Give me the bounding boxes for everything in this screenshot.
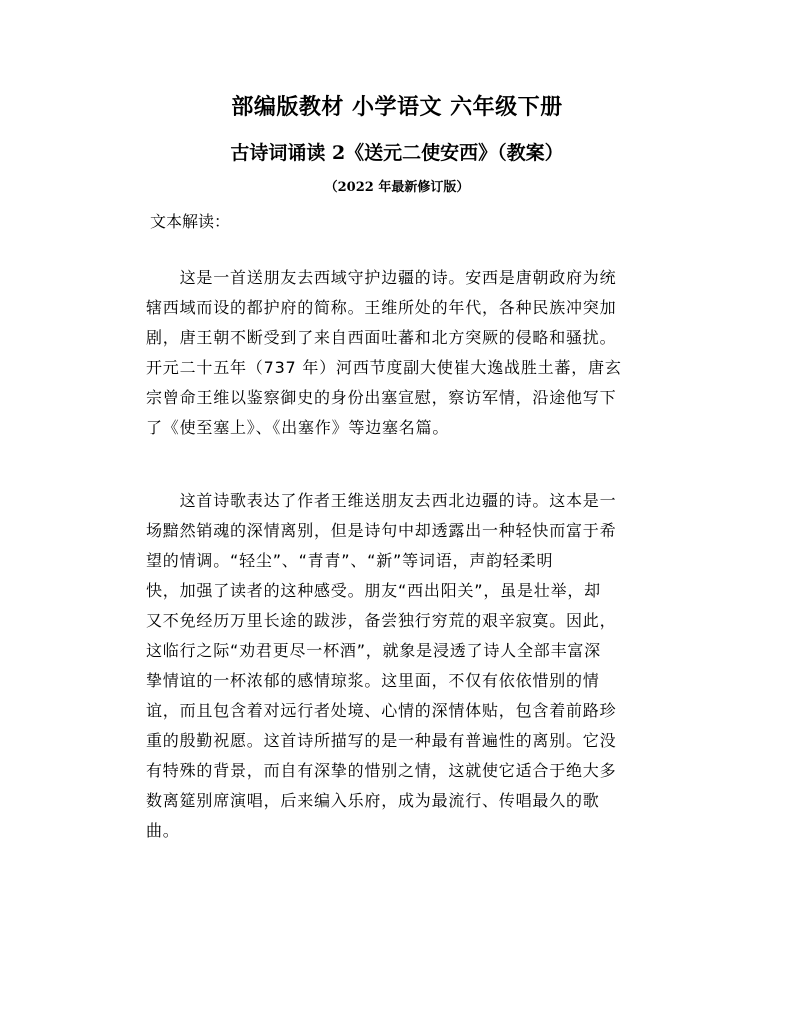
edition-note: （2022 年最新修订版） [324,180,470,195]
paragraph-line: 有特殊的背景，而自有深挚的惜别之情，这就使它适合于绝大多 [146,761,617,780]
paragraph-line: 数离筵别席演唱，后来编入乐府，成为最流行、传唱最久的歌 [146,791,600,810]
paragraph-line: 重的殷勤祝愿。这首诗所描写的是一种最有普遍性的离别。它没 [146,731,617,750]
paragraph-line: 挚情谊的一杯浓郁的感情琼浆。这里面，不仅有依依惜别的情 [146,671,600,690]
paragraph-line: 望的情调。“轻尘”、“青青”、“新”等词语，声韵轻柔明 [146,551,554,570]
paragraph-line: 宗曾命王维以鉴察御史的身份出塞宣慰，察访军情，沿途他写下 [146,388,617,407]
section-heading: 文本解读： [150,212,231,231]
paragraph-analysis [146,486,666,846]
paragraph-line: 这首诗歌表达了作者王维送朋友去西北边疆的诗。这本是一 [146,491,617,510]
paragraph-line: 谊，而且包含着对远行者处境、心情的深情体贴，包含着前路珍 [146,701,617,720]
paragraph-line: 曲。 [146,821,180,840]
paragraph-line: 又不免经历万里长途的跋涉，备尝独行穷荒的艰辛寂寞。因此， [146,611,617,630]
paragraph-line: 开元二十五年（737 年）河西节度副大使崔大逸战胜土蕃，唐玄 [146,358,622,377]
paragraph-line: 快，加强了读者的这种感受。朋友“西出阳关”，虽是壮举，却 [146,581,601,600]
paragraph-line: 场黯然销魂的深情离别，但是诗句中却透露出一种轻快而富于希 [146,521,617,540]
paragraph-line: 这临行之际“劝君更尽一杯酒”，就象是浸透了诗人全部丰富深 [146,641,601,660]
paragraph-line: 了《使至塞上》、《出塞作》等边塞名篇。 [146,418,450,437]
paragraph-line: 这是一首送朋友去西域守护边疆的诗。安西是唐朝政府为统 [146,268,617,287]
lesson-title: 古诗词诵读 2《送元二使安西》（教案） [230,142,564,164]
paragraph-background [146,263,666,443]
paragraph-line: 辖西域而设的都护府的简称。王维所处的年代，各种民族冲突加 [146,298,617,317]
document-title: 部编版教材 小学语文 六年级下册 [231,95,563,120]
paragraph-line: 剧，唐王朝不断受到了来自西面吐蕃和北方突厥的侵略和骚扰。 [146,328,617,347]
